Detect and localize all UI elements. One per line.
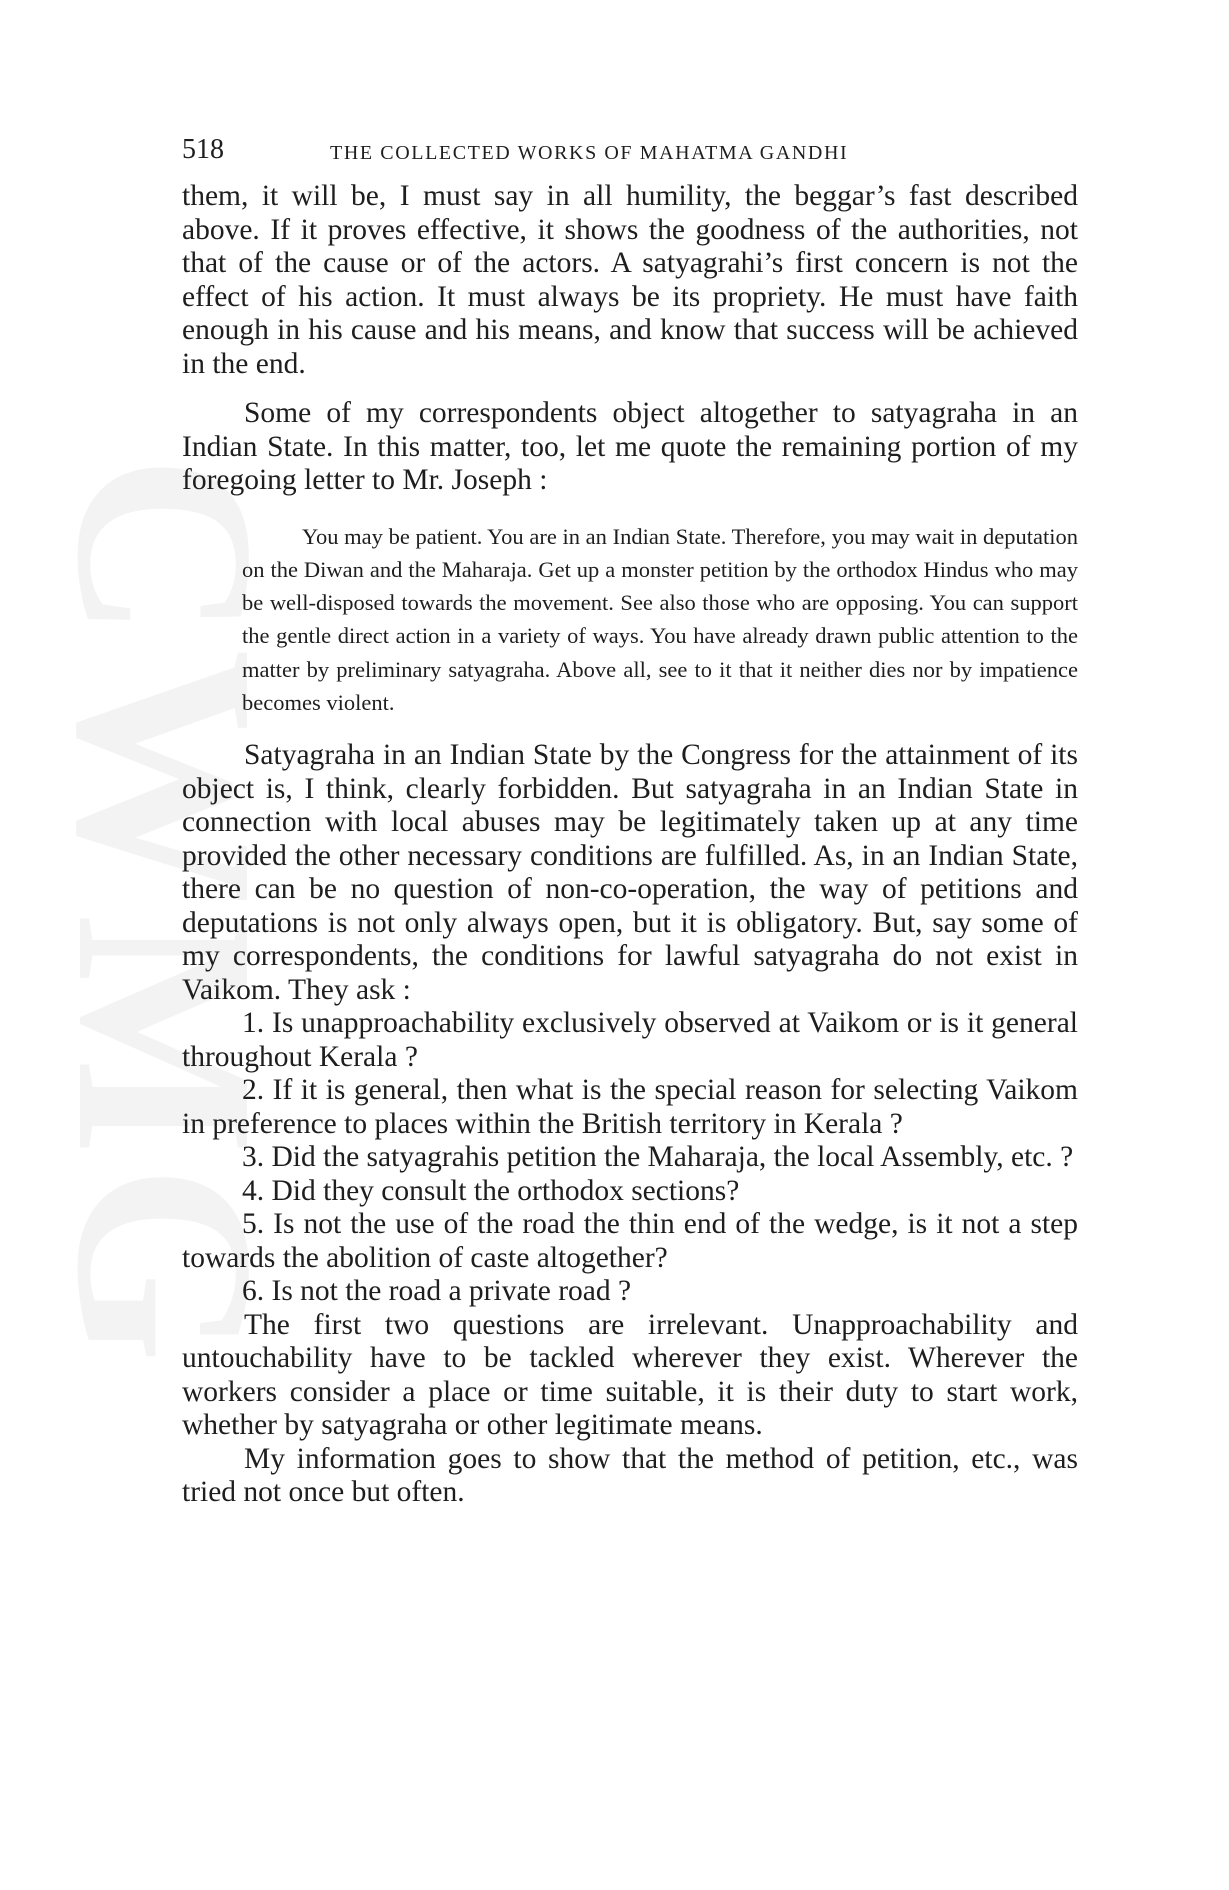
page-body [182,180,1078,1510]
question-6: 6. Is not the road a private road ? [242,1275,632,1308]
paragraph-continued: them, it will be, I must say in all humility, the beggar’s fast described above. If it proves effective, it shows the goodness of the authorities, not that of the cause or of the actors. A satyagrahi’s first concern is not the effect of his action. It must always be its propriety. He must have faith enough in his cause and his means, and know that success will be achieved in the end. [182,180,1078,380]
page-number: 518 [182,134,224,165]
question-2: 2. If it is general, then what is the special reason for selecting Vaikom in preference to places within the British territory in Kerala ? [182,1074,1078,1140]
paragraph-satyagraha-state: Satyagraha in an Indian State by the Congress for the attainment of its object is, I think, clearly forbidden. But satyagraha in an Indian State in connection with local abuses may be legitimately taken up at any time provided the other necessary conditions are fulfilled. As, in an Indian State, there can be no question of non-co-operation, the way of petitions and deputations is not only always open, but it is obligatory. But, say some of my correspondents, the conditions for lawful satyagraha do not exist in Vaikom. They ask : [182,739,1078,1006]
block-quote: You may be patient. You are in an Indian State. Therefore, you may wait in deputation on the Diwan and the Maharaja. Get up a monster petition by the orthodox Hindus who may be well-disposed towards the movement. See also those who are opposing. You can support the gentle direct action in a variety of ways. You have already drawn public attention to the matter by preliminary satyagraha. Above all, see to it that it neither dies nor by impatience becomes violent. [242,523,1078,715]
question-1: 1. Is unapproachability exclusively observed at Vaikom or is it general throughout Kerala ? [182,1007,1078,1073]
running-head: THE COLLECTED WORKS OF MAHATMA GANDHI [330,142,849,164]
question-3: 3. Did the satyagrahis petition the Maharaja, the local Assembly, etc. ? [242,1141,1074,1174]
question-5: 5. Is not the use of the road the thin end of the wedge, is it not a step towards the abolition of caste altogether? [182,1208,1078,1274]
paragraph-irrelevant: The first two questions are irrelevant. Unapproachability and untouchability have to be tackled wherever they exist. Wherever the workers consider a place or time suitable, it is their duty to start work, whether by satyagraha or other legitimate means. [182,1308,1078,1442]
paragraph-information: My information goes to show that the method of petition, etc., was tried not once but often. [182,1442,1078,1509]
paragraph-correspondents: Some of my correspondents object altogether to satyagraha in an Indian State. In this matter, too, let me quote the remaining portion of my foregoing letter to Mr. Joseph : [182,397,1078,496]
page-header [182,130,1078,170]
question-4: 4. Did they consult the orthodox sections? [242,1174,740,1207]
